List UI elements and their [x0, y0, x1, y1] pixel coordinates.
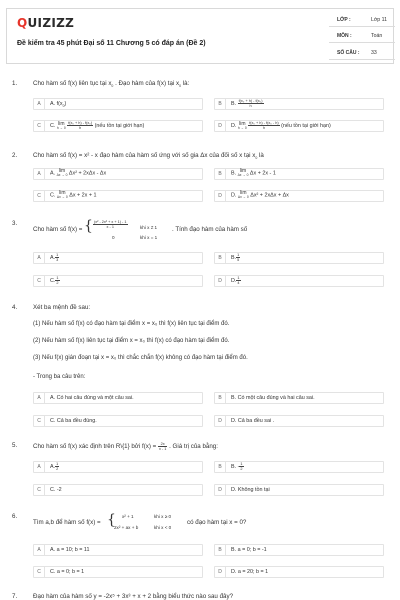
- option-letter: B: [215, 99, 226, 109]
- option-letter: C: [34, 276, 45, 286]
- piece-one-cond: khi x ≠ 1: [140, 225, 158, 230]
- option-d[interactable]: D D. lim Δx → 0 Δx² + 2xΔx + Δx: [214, 190, 384, 202]
- option-letter: C: [34, 416, 45, 426]
- statement-footer: - Trong ba câu trên:: [33, 374, 86, 380]
- option-c[interactable]: C C. lim Δx → 0 Δx + 2x + 1: [33, 190, 203, 202]
- option-a[interactable]: A A. a = 10; b = 11: [33, 544, 203, 556]
- question-text: Cho hàm số f(x) xác định trên R\{1} bởi f(x) = $\frac{2x}{x - 1}$ . Giá trị của bằng:: [33, 442, 218, 451]
- statement-1: (1) Nếu hàm số f(x) có đạo hàm tại điểm x = x₀ thì f(x) liên tục tại điểm đó.: [33, 321, 230, 327]
- option-letter: A: [34, 462, 45, 472]
- option-letter: D: [215, 485, 226, 495]
- meta-row-class: [329, 13, 395, 27]
- option-b[interactable]: B B. lim Δx → 0 Δx + 2x - 1: [214, 168, 384, 180]
- option-letter: B: [215, 253, 226, 263]
- option-a[interactable]: A A. $f(x_0)$: [33, 98, 203, 110]
- question-number: 4.: [12, 304, 18, 311]
- option-b[interactable]: B B. Có một câu đúng và hai câu sai.: [214, 392, 384, 404]
- option-c[interactable]: C C. $\frac{1}{2}$: [33, 275, 203, 287]
- option-b[interactable]: B B. $\frac{1}{5}$: [214, 252, 384, 264]
- statement-3: (3) Nếu f(x) gián đoạn tại x = x₀ thì chắc chắn f(x) không có đạo hàm tại điểm đó.: [33, 355, 248, 361]
- meta-key: LỚP :: [337, 17, 351, 23]
- question-text: Cho hàm số f(x) liên tục tại $x_0$ . Đạo hàm của f(x) tại $x_0$ là:: [33, 80, 190, 89]
- piece-one-cond: khi x ≥ 0: [154, 514, 172, 519]
- question-text-tail: có đạo hàm tại x = 0?: [187, 519, 247, 526]
- question-number: 2.: [12, 152, 18, 159]
- option-b[interactable]: B B. $\frac{\text{f(x₀ + h) - f(x₀)}}{h}$: [214, 98, 384, 110]
- piece-two-cond: khi x = 1: [140, 235, 158, 240]
- question-number: 1.: [12, 80, 18, 87]
- statement-2: (2) Nếu hàm số f(x) liên tục tại điểm x = x₀ thì f(x) có đạo hàm tại điểm đó.: [33, 338, 230, 344]
- option-letter: C: [34, 485, 45, 495]
- option-letter: C: [34, 567, 45, 577]
- piece-one: $\frac{\text{(x² - 2x² + x + 1) - 1}}{x - 1}$: [94, 220, 127, 229]
- question-text: Cho hàm số f(x) = x² - x đạo hàm của hàm số ứng với số gia Δx của đối số x tại $x_0$ là: [33, 152, 264, 161]
- question-number: 7.: [12, 593, 18, 600]
- option-letter: C: [34, 121, 45, 131]
- option-d[interactable]: D D. $\frac{1}{4}$: [214, 275, 384, 287]
- question-text: Cho hàm số f(x) =: [33, 226, 83, 233]
- option-letter: B: [215, 169, 226, 179]
- meta-value: 33: [371, 50, 377, 56]
- meta-row-count: [329, 46, 395, 60]
- question-number: 3.: [12, 220, 18, 227]
- option-d[interactable]: D D. a = 20; b = 1: [214, 566, 384, 578]
- option-letter: A: [34, 393, 45, 403]
- page-title: Đề kiểm tra 45 phút Đại số 11 Chương 5 có đáp án (Đề 2): [17, 40, 206, 47]
- option-a[interactable]: A A. Có hai câu đúng và một câu sai.: [33, 392, 203, 404]
- piece-two: 2x² + ax + b: [114, 525, 139, 530]
- meta-key: MÔN :: [337, 33, 352, 39]
- meta-value: Toán: [371, 33, 383, 39]
- piece-two: 0: [112, 235, 115, 240]
- option-c[interactable]: C C. lim h → 0 $\frac{\text{f(x₀ + h) - f(x₀)}}{h}$ (nếu tồn tại giới hạn): [33, 120, 203, 132]
- option-letter: D: [215, 276, 226, 286]
- option-letter: C: [34, 191, 45, 201]
- option-d[interactable]: D D. lim h → 0 $\frac{\text{f(x₀ + h) - f(x₀ - h)}}{h}$ (nếu tồn tại giới hạn): [214, 120, 384, 132]
- question-text: Tìm a,b để hàm số f(x) =: [33, 519, 101, 526]
- quiz-header: [6, 8, 394, 64]
- option-a[interactable]: A A. lim Δx → 0 Δx² + 2xΔx - Δx: [33, 168, 203, 180]
- option-letter: B: [215, 393, 226, 403]
- meta-table: [329, 9, 395, 63]
- option-c[interactable]: C C. Cả ba đều đúng.: [33, 415, 203, 427]
- meta-value: Lớp 11: [371, 17, 387, 23]
- piecewise-brace: {: [84, 218, 93, 234]
- option-letter: B: [215, 462, 226, 472]
- option-letter: A: [34, 99, 45, 109]
- piece-one: x² + 1: [122, 514, 134, 519]
- option-letter: D: [215, 191, 226, 201]
- option-letter: D: [215, 121, 226, 131]
- option-letter: A: [34, 545, 45, 555]
- question-number: 6.: [12, 513, 18, 520]
- question-text-tail: . Tính đạo hàm của hàm số: [172, 226, 248, 233]
- option-letter: B: [215, 545, 226, 555]
- question-number: 5.: [12, 442, 18, 449]
- option-c[interactable]: C C. -2: [33, 484, 203, 496]
- option-letter: A: [34, 253, 45, 263]
- meta-row-subject: [329, 29, 395, 43]
- piece-two-cond: khi x < 0: [154, 525, 172, 530]
- option-d[interactable]: D D. Cả ba đều sai .: [214, 415, 384, 427]
- option-letter: D: [215, 567, 226, 577]
- piecewise-brace: {: [107, 512, 116, 528]
- option-letter: A: [34, 169, 45, 179]
- option-c[interactable]: C C. a = 0; b = 1: [33, 566, 203, 578]
- option-letter: D: [215, 416, 226, 426]
- option-b[interactable]: B B. - $\frac{1}{2}$: [214, 461, 384, 473]
- option-b[interactable]: B B. a = 0; b = -1: [214, 544, 384, 556]
- option-a[interactable]: A A. $\frac{1}{2}$: [33, 461, 203, 473]
- question-text: Đạo hàm của hàm số y = -2x⁵ + 3x³ + x + 2 bằng biểu thức nào sau đây?: [33, 593, 234, 600]
- quizizz-logo: QUIZIZZ: [17, 16, 75, 30]
- question-intro: Xét ba mệnh đề sau:: [33, 304, 91, 311]
- option-a[interactable]: A A. $\frac{1}{3}$: [33, 252, 203, 264]
- option-d[interactable]: D D. Không tồn tại: [214, 484, 384, 496]
- meta-key: SỐ CÂU :: [337, 50, 360, 56]
